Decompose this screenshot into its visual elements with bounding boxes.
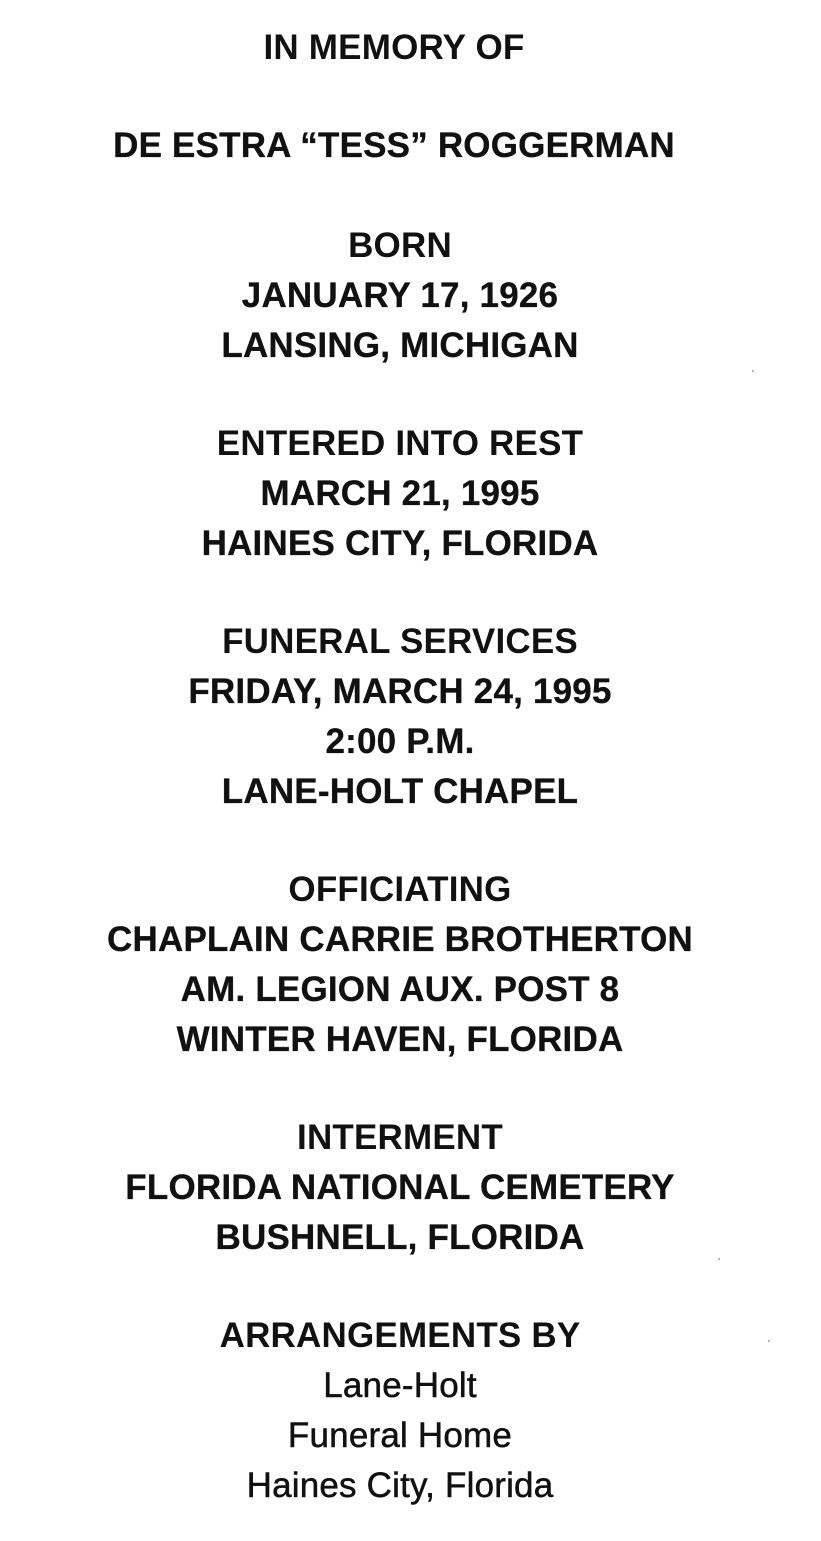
officiating-heading: OFFICIATING: [288, 870, 512, 909]
rest-place: HAINES CITY, FLORIDA: [201, 524, 599, 563]
officiant-organization: AM. LEGION AUX. POST 8: [180, 970, 620, 1009]
rest-date: MARCH 21, 1995: [260, 474, 540, 513]
interment-place: BUSHNELL, FLORIDA: [215, 1218, 585, 1257]
arrangements-line-1: Lane-Holt: [323, 1366, 477, 1405]
rest-heading: ENTERED INTO REST: [216, 424, 584, 463]
arrangements-line-3: Haines City, Florida: [246, 1466, 554, 1505]
arrangements-heading: ARRANGEMENTS BY: [219, 1316, 581, 1355]
officiating-place: WINTER HAVEN, FLORIDA: [176, 1020, 624, 1059]
born-heading: BORN: [348, 226, 452, 265]
interment-cemetery: FLORIDA NATIONAL CEMETERY: [125, 1168, 675, 1207]
memorial-intro: IN MEMORY OF: [263, 28, 525, 67]
scan-speck: [768, 1340, 770, 1342]
deceased-name: DE ESTRA “TESS” ROGGERMAN: [113, 126, 675, 165]
scan-speck: [752, 370, 754, 372]
officiant-name: CHAPLAIN CARRIE BROTHERTON: [107, 920, 693, 959]
born-date: JANUARY 17, 1926: [241, 276, 559, 315]
arrangements-line-2: Funeral Home: [287, 1416, 513, 1455]
services-date: FRIDAY, MARCH 24, 1995: [188, 672, 612, 711]
services-place: LANE-HOLT CHAPEL: [221, 772, 579, 811]
services-heading: FUNERAL SERVICES: [222, 622, 578, 661]
interment-heading: INTERMENT: [297, 1118, 503, 1157]
services-time: 2:00 P.M.: [325, 722, 475, 761]
scan-speck: [718, 1258, 720, 1260]
born-place: LANSING, MICHIGAN: [221, 326, 579, 365]
